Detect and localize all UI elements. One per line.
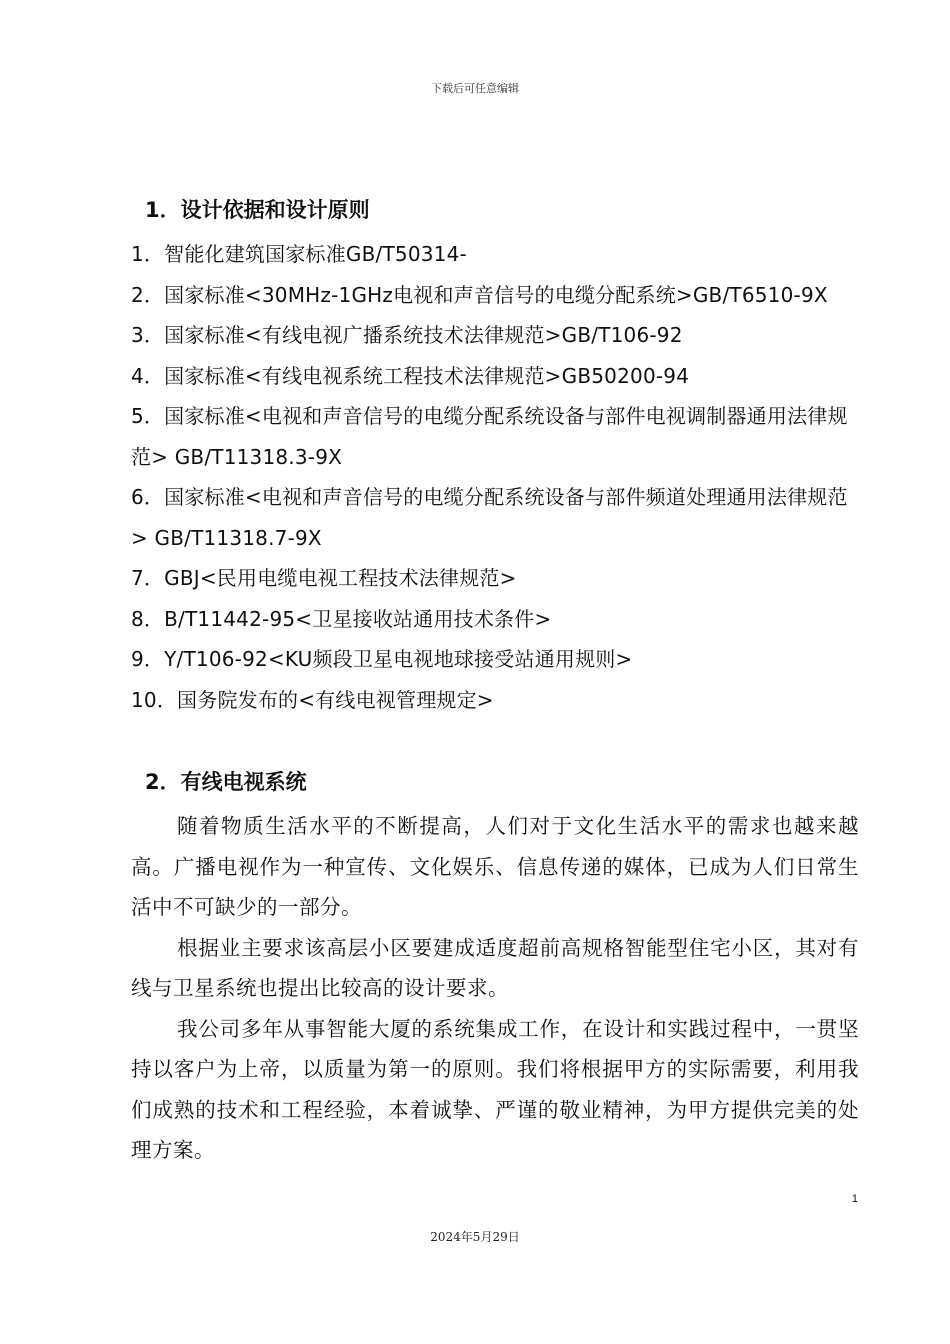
document-body [131,190,859,1171]
list-item: 4．国家标准<有线电视系统工程技术法律规范>GB50200-94 [131,363,690,388]
page-number: 1 [851,1193,858,1205]
list-item: 9．Y/T106-92<KU频段卫星电视地球接受站通用规则> [131,647,633,671]
list-item: 8．B/T11442-95<卫星接收站通用技术条件> [131,606,552,631]
list-item: 7．GBJ<民用电缆电视工程技术法律规范> [131,566,517,590]
list-item: 5．国家标准<电视和声音信号的电缆分配系统设备与部件电视调制器通用法律规范> GB/T11318.3-9X [131,404,848,469]
list-item: 1．智能化建筑国家标准GB/T50314- [131,242,467,266]
list-item: 3．国家标准<有线电视广播系统技术法律规范>GB/T106-92 [131,323,683,347]
standards-list [131,234,859,720]
footer-date: 2024年5月29日 [430,1230,520,1244]
list-item: 2．国家标准<30MHz-1GHz电视和声音信号的电缆分配系统>GB/T6510-9X [131,282,828,307]
header-note: 下载后可任意编辑 [431,82,519,95]
paragraph: 随着物质生活水平的不断提高，人们对于文化生活水平的需求也越来越高。广播电视作为一种宣传、文化娱乐、信息传递的媒体，已成为人们日常生活中不可缺少的一部分。 [131,814,859,919]
list-item: 6．国家标准<电视和声音信号的电缆分配系统设备与部件频道处理通用法律规范> GB/T11318.7-9X [131,485,848,550]
paragraph: 根据业主要求该高层小区要建成适度超前高规格智能型住宅小区，其对有线与卫星系统也提出比较高的设计要求。 [131,935,859,1000]
section-1-title: 1．设计依据和设计原则 [145,198,370,222]
list-item: 10．国务院发布的<有线电视管理规定> [131,687,494,712]
paragraph: 我公司多年从事智能大厦的系统集成工作，在设计和实践过程中，一贯坚持以客户为上帝，以质量为第一的原则。我们将根据甲方的实际需要，利用我们成熟的技术和工程经验，本着诚挚、严谨的敬业精神，为甲方提供完美的处理方案。 [131,1016,859,1162]
section-2-title: 2．有线电视系统 [145,770,307,794]
